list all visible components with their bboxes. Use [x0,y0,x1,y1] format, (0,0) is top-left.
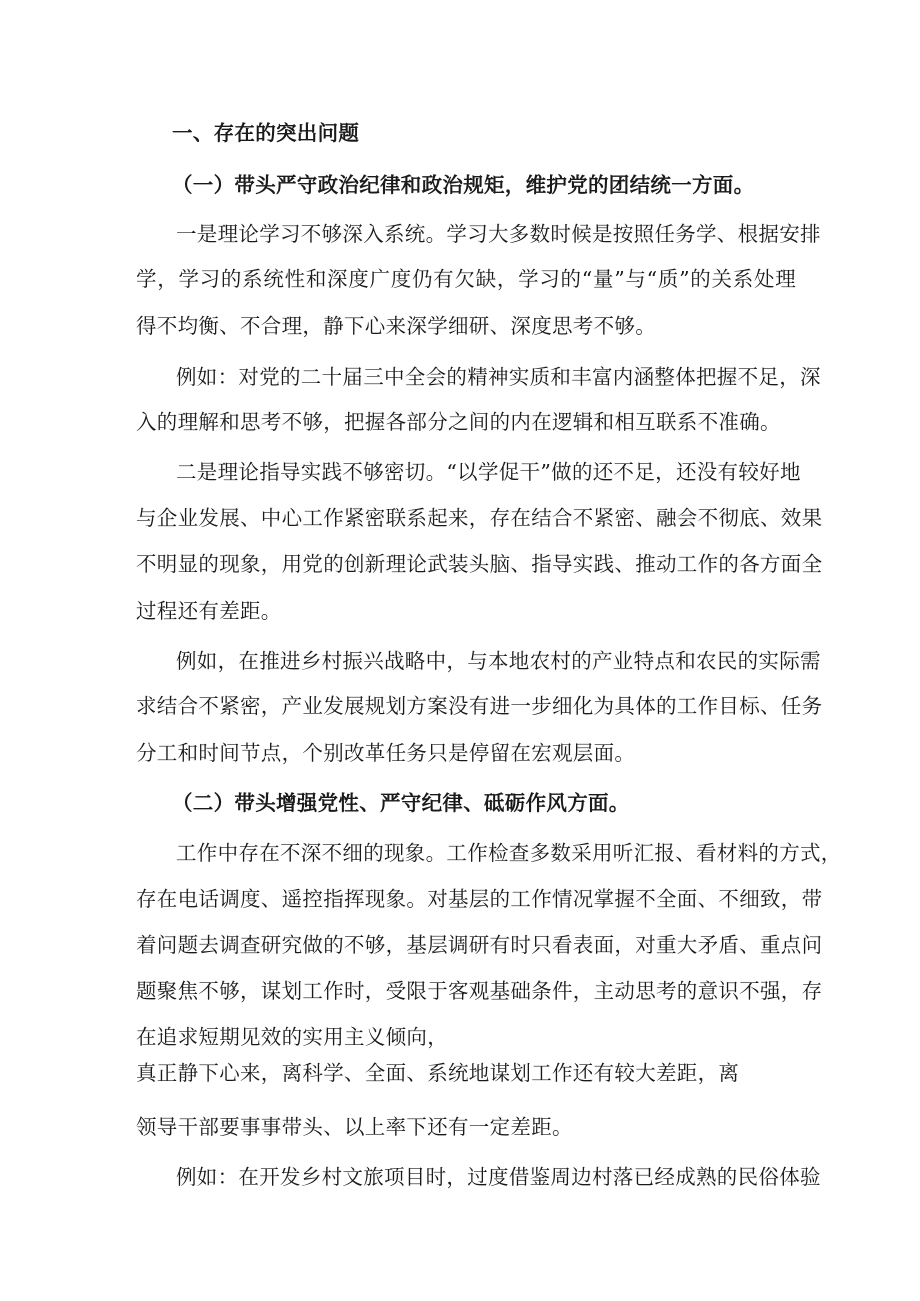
paragraph-3-line-2: 与企业发展、中心工作紧密联系起来，存在结合不紧密、融会不彻底、效果 [136,506,823,530]
paragraph-1-line-1: 一是理论学习不够深入系统。学习大多数时候是按照任务学、根据安排 [176,222,821,246]
paragraph-5-line-7: 领导干部要事事带头、以上率下还有一定差距。 [136,1115,573,1139]
paragraph-2-line-1: 例如：对党的二十届三中全会的精神实质和丰富内涵整体把握不足，深 [176,365,821,389]
paragraph-5-line-3: 着问题去调查研究做的不够，基层调研有时只看表面，对重大矛盾、重点问 [136,933,823,957]
paragraph-2-line-2: 入的理解和思考不够，把握各部分之间的内在逻辑和相互联系不准确。 [136,410,781,434]
subsection-title-1: （一）带头严守政治纪律和政治规矩，维护党的团结统一方面。 [172,173,755,197]
paragraph-1-line-2: 学，学习的系统性和深度广度仍有欠缺，学习的“量”与“质”的关系处理 [136,267,796,291]
paragraph-5-line-2: 存在电话调度、遥控指挥现象。对基层的工作情况掌握不全面、不细致，带 [136,887,823,911]
paragraph-5-line-5: 在追求短期见效的实用主义倾向， [136,1025,448,1049]
paragraph-5-line-1: 工作中存在不深不细的现象。工作检查多数采用听汇报、看材料的方式， [176,841,842,865]
paragraph-6-line-1: 例如：在开发乡村文旅项目时，过度借鉴周边村落已经成熟的民俗体验 [176,1165,821,1189]
paragraph-3-line-3: 不明显的现象，用党的创新理论武装头脑、指导实践、推动工作的各方面全 [136,552,823,576]
paragraph-3-line-1: 二是理论指导实践不够密切。“以学促干”做的还不足，还没有较好地 [176,460,801,484]
paragraph-5-line-4: 题聚焦不够，谋划工作时，受限于客观基础条件，主动思考的意识不强，存 [136,979,823,1003]
section-title: 一、存在的突出问题 [172,121,360,145]
paragraph-4-line-3: 分工和时间节点，个别改革任务只是停留在宏观层面。 [136,741,636,765]
subsection-title-2: （二）带头增强党性、严守纪律、砥砺作风方面。 [172,791,630,815]
paragraph-3-line-4: 过程还有差距。 [136,599,282,623]
paragraph-4-line-2: 求结合不紧密，产业发展规划方案没有进一步细化为具体的工作目标、任务 [136,694,823,718]
paragraph-5-line-6: 真正静下心来，离科学、全面、系统地谋划工作还有较大差距，离 [136,1061,740,1085]
paragraph-1-line-3: 得不均衡、不合理，静下心来深学细研、深度思考不够。 [136,314,656,338]
paragraph-4-line-1: 例如，在推进乡村振兴战略中，与本地农村的产业特点和农民的实际需 [176,649,821,673]
